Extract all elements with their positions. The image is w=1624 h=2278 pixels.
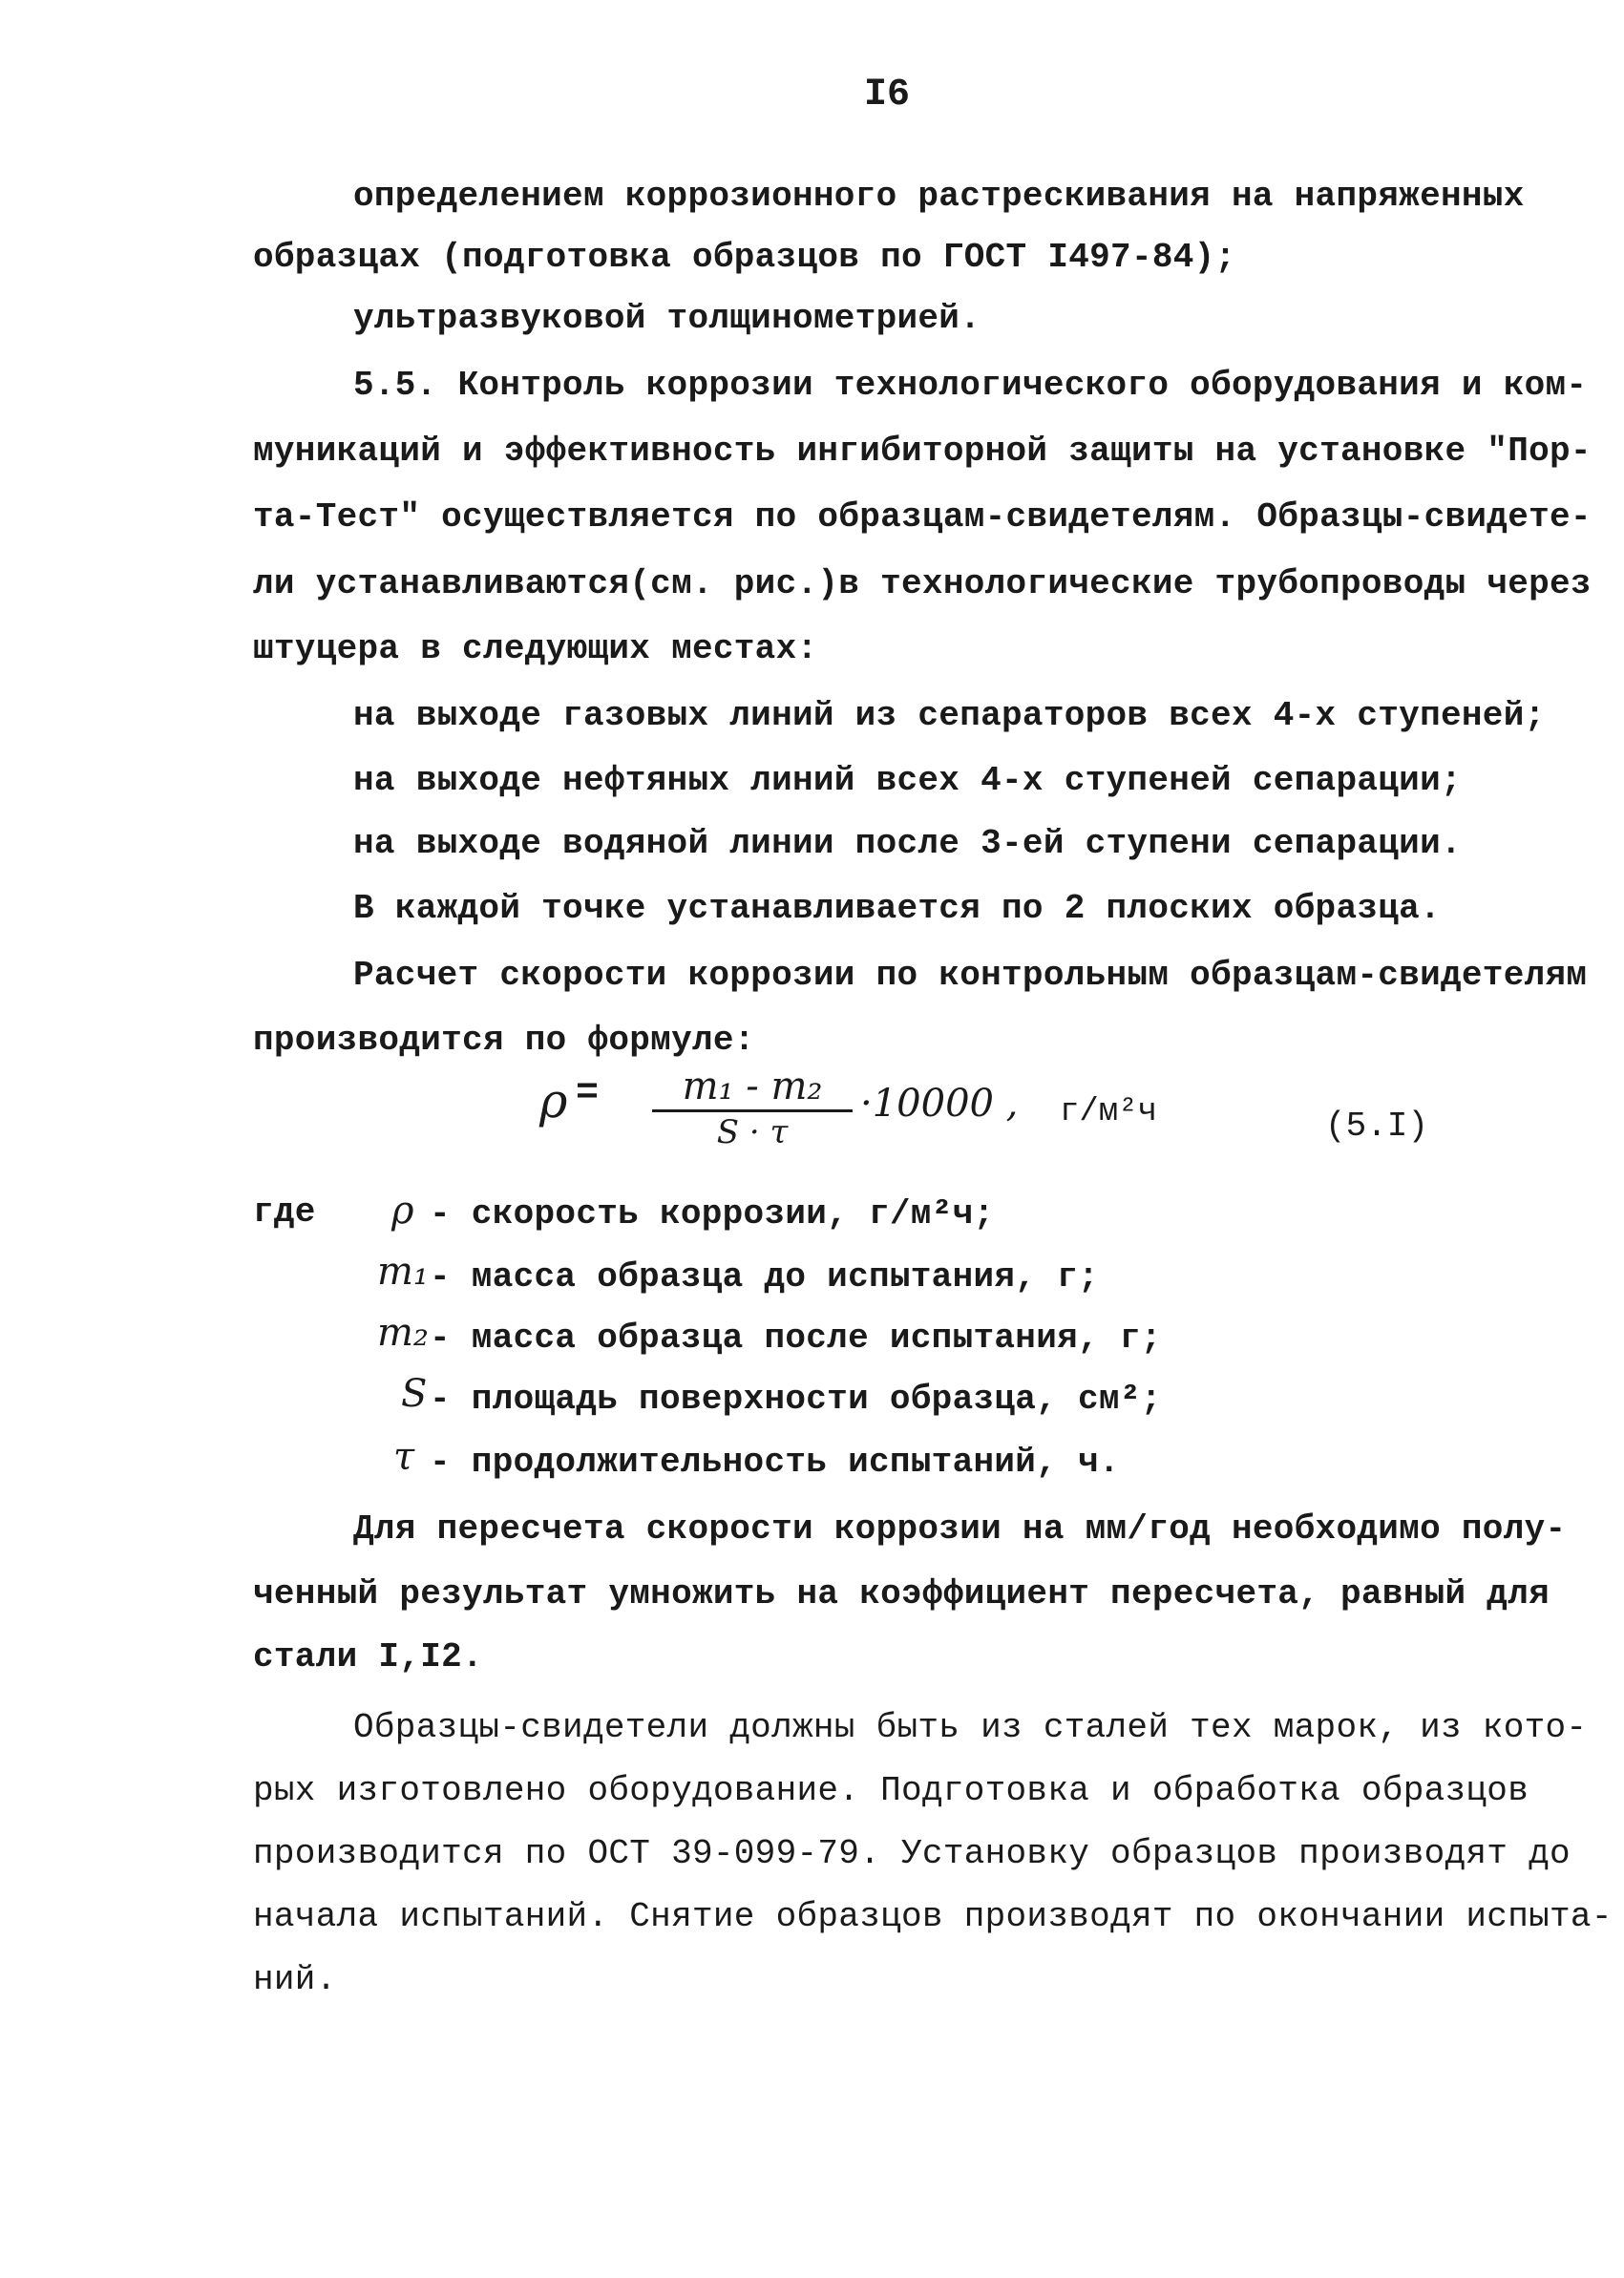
text-line: та-Тест" осуществляется по образцам-свидетелям. Образцы-свидете-	[253, 497, 1592, 537]
formula	[539, 1067, 1208, 1163]
where-definition: - масса образца до испытания, г;	[430, 1257, 1099, 1297]
where-symbol: m₁	[377, 1250, 429, 1294]
text-line: ультразвуковой толщинометрией.	[353, 299, 981, 338]
text-line: производится по ОСТ 39-099-79. Установку образцов производят до	[253, 1834, 1571, 1873]
where-definition: - продолжительность испытаний, ч.	[430, 1443, 1120, 1482]
text-line: Расчет скорости коррозии по контрольным образцам-свидетелям	[353, 956, 1588, 995]
where-definition: - скорость коррозии, г/м²ч;	[430, 1194, 995, 1234]
text-line: ли устанавливаются(см. рис.)в технологические трубопроводы через	[253, 564, 1592, 603]
text-line: на выходе водяной линии после 3-ей ступени сепарации.	[353, 824, 1462, 863]
text-line: В каждой точке устанавливается по 2 плоских образца.	[353, 889, 1441, 928]
text-line: на выходе газовых линий из сепараторов всех 4-х ступеней;	[353, 696, 1546, 735]
where-definition: - площадь поверхности образца, см²;	[430, 1380, 1162, 1419]
text-line: производится по формуле:	[253, 1021, 755, 1060]
text-line: рых изготовлено оборудование. Подготовка и обработка образцов	[253, 1771, 1529, 1810]
formula-unit: г/м²ч	[1060, 1094, 1158, 1130]
text-line: начала испытаний. Снятие образцов производят по окончании испыта-	[253, 1897, 1613, 1936]
text-line: образцах (подготовка образцов по ГОСТ I497-84);	[253, 238, 1236, 277]
text-line: стали I,I2.	[253, 1637, 483, 1677]
text-line: Для пересчета скорости коррозии на мм/год необходимо полу-	[353, 1509, 1567, 1549]
text-line: Образцы-свидетели должны быть из сталей тех марок, из кото-	[353, 1708, 1588, 1747]
text-line: на выходе нефтяных линий всех 4-х ступеней сепарации;	[353, 761, 1462, 800]
where-definition: - масса образца после испытания, г;	[430, 1318, 1162, 1358]
text-line: 5.5. Контроль коррозии технологического оборудования и ком-	[353, 366, 1588, 405]
formula-lhs: ρ	[539, 1073, 568, 1128]
formula-fraction	[652, 1067, 853, 1149]
text-line: ченный результат умножить на коэффициент пересчета, равный для	[253, 1574, 1550, 1614]
text-line: штуцера в следующих местах:	[253, 629, 818, 668]
formula-equals: =	[576, 1072, 600, 1115]
where-label: где	[253, 1192, 316, 1232]
formula-numerator: m₁ - m₂	[682, 1065, 823, 1108]
where-symbol: τ	[393, 1435, 415, 1479]
formula-multiplier: ·10000 ,	[860, 1082, 1019, 1126]
where-symbol: ρ	[391, 1189, 414, 1233]
formula-denominator: S · τ	[716, 1113, 789, 1151]
text-line: муникаций и эффективность ингибиторной защиты на установке "Пор-	[253, 432, 1592, 471]
where-symbol: m₂	[377, 1311, 429, 1355]
where-symbol: S	[401, 1372, 428, 1416]
text-line: ний.	[253, 1960, 337, 1999]
text-line: определением коррозионного растрескивания на напряженных	[353, 177, 1525, 216]
page-number: I6	[864, 74, 911, 116]
formula-number: (5.I)	[1325, 1107, 1429, 1146]
